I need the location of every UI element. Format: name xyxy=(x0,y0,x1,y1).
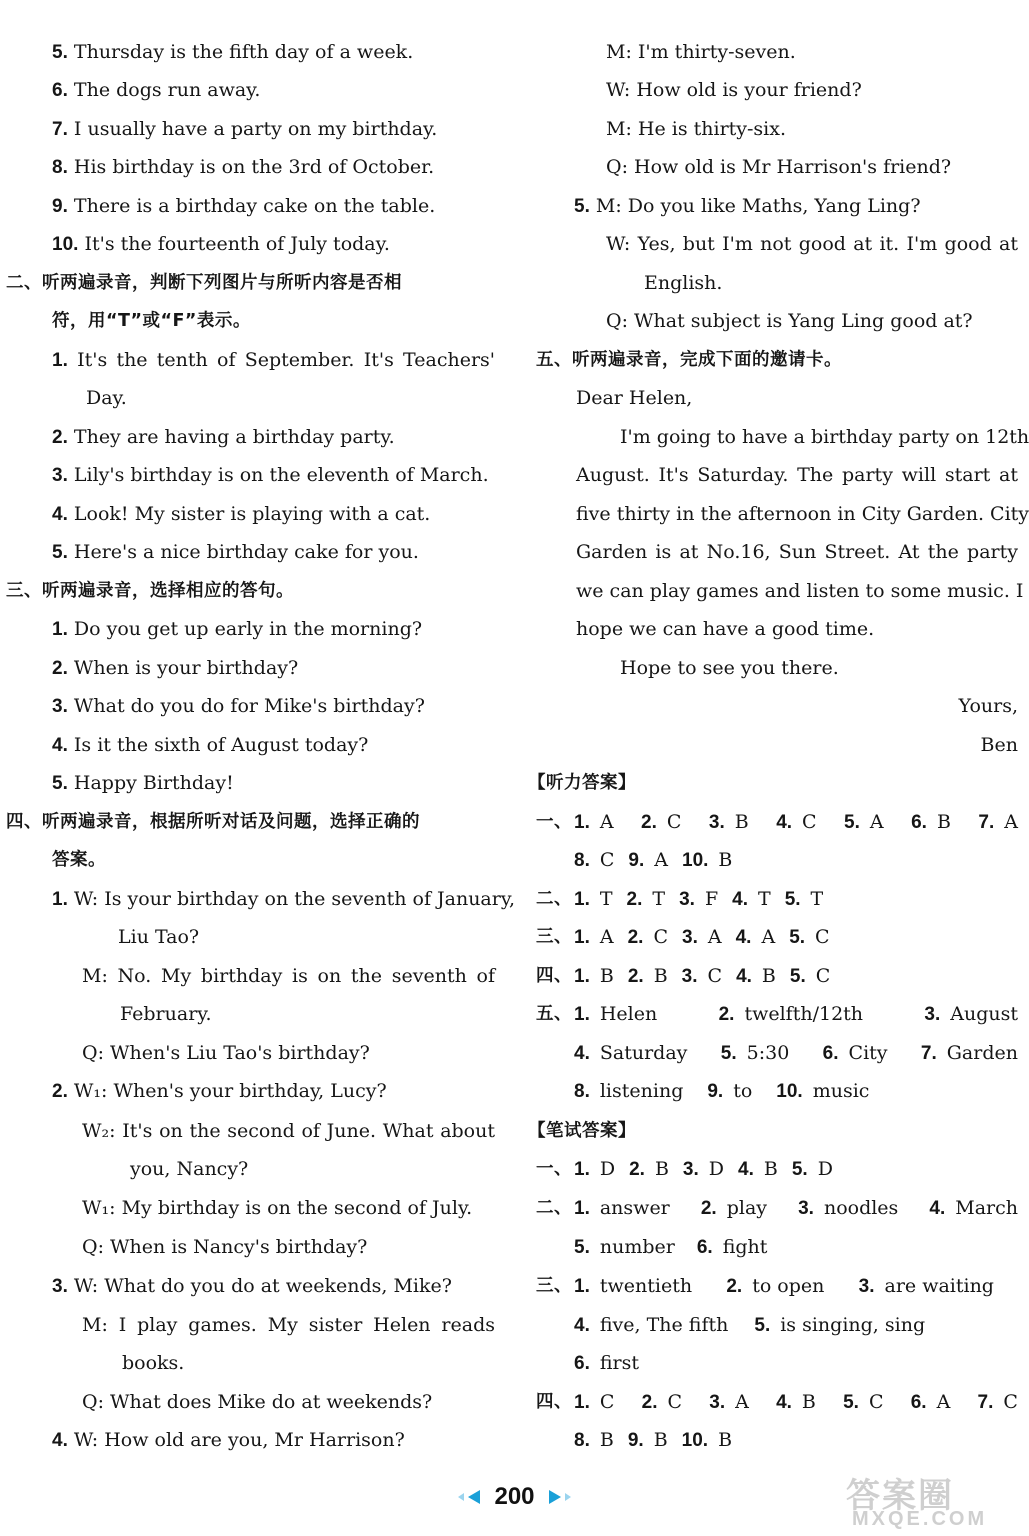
answer-item xyxy=(823,1034,888,1072)
answer-item xyxy=(574,995,657,1033)
answer-value: Saturday xyxy=(599,1042,688,1064)
answer-value: B xyxy=(718,1429,733,1451)
letter-line: we can play games and listen to some music. I xyxy=(576,580,1024,602)
answer-item xyxy=(642,1383,682,1421)
answer-number: 6. xyxy=(574,1353,590,1374)
answer-item xyxy=(911,803,951,841)
dialogue-line: 4. W: How old are you, Mr Harrison? xyxy=(52,1429,405,1451)
answer-value: A xyxy=(599,811,614,833)
answer-item xyxy=(574,1306,728,1344)
answer-number: 6. xyxy=(696,1237,713,1258)
dialogue-line: you, Nancy? xyxy=(130,1158,249,1180)
answer-number: 2. xyxy=(641,1392,658,1413)
answer-number: 5. xyxy=(791,1159,808,1180)
answer-value: A xyxy=(654,849,668,871)
answer-number: 1. xyxy=(574,927,590,948)
answer-value: B xyxy=(718,849,733,871)
answer-value: C xyxy=(1003,1391,1018,1413)
answer-value: A xyxy=(1004,811,1018,833)
answer-number: 5. xyxy=(843,1392,859,1413)
answer-number: 3. xyxy=(858,1276,875,1297)
answer-value: A xyxy=(707,926,722,948)
letter-line: Hope to see you there. xyxy=(620,657,839,679)
letter-signature: Ben xyxy=(980,734,1018,756)
list-item: 2. They are having a birthday party. xyxy=(52,426,395,448)
list-item-cont: Day. xyxy=(86,387,127,409)
answer-number: 3. xyxy=(798,1198,814,1219)
right-dot-icon xyxy=(565,1493,571,1501)
answer-value: B xyxy=(763,1158,778,1180)
list-item: 10. It's the fourteenth of July today. xyxy=(52,233,390,255)
answer-item xyxy=(738,1150,778,1188)
answer-value: D xyxy=(708,1158,725,1180)
answer-number: 6. xyxy=(910,1392,927,1413)
dialogue-line: W: How old is your friend? xyxy=(606,79,862,101)
answer-number: 7. xyxy=(920,1043,937,1064)
answer-value: A xyxy=(599,926,614,948)
answer-number: 1. xyxy=(574,1392,590,1413)
answer-item xyxy=(732,880,771,918)
dialogue-line: M: No. My birthday is on the seventh of xyxy=(82,965,495,987)
answer-value: B xyxy=(599,1429,614,1451)
answer-row xyxy=(574,1228,767,1266)
answer-value: C xyxy=(599,849,615,871)
answer-row-label: 一、 xyxy=(536,1159,572,1179)
answer-item xyxy=(978,1383,1018,1421)
letter-line: Garden is at No.16, Sun Street. At the party xyxy=(576,541,1018,563)
watermark-cn: 答案圈 xyxy=(846,1476,954,1516)
letter-line: five thirty in the afternoon in City Garden. City xyxy=(576,503,1029,525)
answer-number: 4. xyxy=(574,1043,590,1064)
answer-item xyxy=(736,957,776,995)
dialogue-line: English. xyxy=(644,272,723,294)
list-item: 3. Lily's birthday is on the eleventh of March. xyxy=(52,464,489,486)
answer-item xyxy=(679,880,718,918)
answer-item xyxy=(574,1034,687,1072)
page-number: 200 xyxy=(494,1483,535,1510)
answer-item xyxy=(921,1034,1018,1072)
dialogue-question: Q: When's Liu Tao's birthday? xyxy=(82,1042,370,1064)
answer-value: 5:30 xyxy=(746,1042,790,1064)
answer-value: first xyxy=(599,1352,640,1374)
letter-line: hope we can have a good time. xyxy=(576,618,875,640)
answer-number: 5. xyxy=(844,812,860,833)
dialogue-line: books. xyxy=(122,1352,185,1374)
list-item: 1. Do you get up early in the morning? xyxy=(52,618,423,640)
answer-number: 4. xyxy=(776,812,793,833)
answer-row xyxy=(574,957,830,995)
list-item: 9. There is a birthday cake on the table. xyxy=(52,195,436,217)
answer-item xyxy=(754,1306,925,1344)
answer-value: twentieth xyxy=(599,1275,693,1297)
dialogue-question: Q: What does Mike do at weekends? xyxy=(82,1391,433,1413)
answer-item xyxy=(789,918,829,956)
answer-value: B xyxy=(654,1158,669,1180)
answer-value: C xyxy=(653,926,668,948)
list-item: 5. Happy Birthday! xyxy=(52,772,234,794)
list-item: 4. Is it the sixth of August today? xyxy=(52,734,369,756)
answer-number: 2. xyxy=(718,1004,735,1025)
answer-number: 2. xyxy=(627,966,644,987)
answer-item xyxy=(707,1072,752,1110)
answer-row-label: 一、 xyxy=(536,812,572,832)
answer-number: 7. xyxy=(977,1392,994,1413)
answer-item xyxy=(721,1034,790,1072)
answer-row xyxy=(574,803,1018,841)
answer-number: 1. xyxy=(574,1276,590,1297)
answer-item xyxy=(701,1189,767,1227)
answer-item xyxy=(641,803,681,841)
next-arrow-icon xyxy=(549,1490,561,1504)
answer-row-label: 三、 xyxy=(536,1276,572,1296)
answer-item xyxy=(629,1150,669,1188)
answer-number: 3. xyxy=(924,1004,941,1025)
list-item: 5. Here's a nice birthday cake for you. xyxy=(52,541,419,563)
answer-value: noodles xyxy=(823,1197,899,1219)
answer-value: A xyxy=(735,1391,749,1413)
answer-number: 5. xyxy=(720,1043,737,1064)
answer-section-title: 【笔试答案】 xyxy=(528,1121,636,1141)
answer-value: music xyxy=(812,1080,870,1102)
answer-item xyxy=(978,803,1018,841)
answer-number: 4. xyxy=(574,1315,590,1336)
list-item: 4. Look! My sister is playing with a cat. xyxy=(52,503,431,525)
list-item: 7. I usually have a party on my birthday. xyxy=(52,118,438,140)
answer-number: 10. xyxy=(681,1430,709,1451)
answer-value: is singing, sing xyxy=(780,1314,926,1336)
answer-number: 1. xyxy=(574,966,590,987)
watermark-en: MXQE.COM xyxy=(852,1508,988,1530)
letter-closing: Yours, xyxy=(958,695,1018,717)
answer-item xyxy=(929,1189,1018,1227)
answer-number: 9. xyxy=(627,1430,644,1451)
answer-item xyxy=(574,1072,683,1110)
answer-item xyxy=(682,1421,732,1459)
section-title: 五、听两遍录音，完成下面的邀请卡。 xyxy=(536,350,842,370)
answer-item xyxy=(574,1228,675,1266)
answer-row xyxy=(574,1383,1018,1421)
answer-value: play xyxy=(726,1197,768,1219)
answer-row-label: 二、 xyxy=(536,1198,572,1218)
answer-value: fight xyxy=(722,1236,768,1258)
letter-line: August. It's Saturday. The party will start at xyxy=(576,464,1018,486)
answer-item xyxy=(574,1267,692,1305)
answer-value: T xyxy=(758,888,771,910)
answer-item xyxy=(628,957,668,995)
answer-number: 3. xyxy=(682,1159,699,1180)
answer-item xyxy=(776,1383,816,1421)
answer-row xyxy=(574,1267,994,1305)
answer-item xyxy=(627,880,666,918)
answer-item xyxy=(709,803,749,841)
answer-number: 2. xyxy=(627,927,644,948)
answer-item xyxy=(697,1228,768,1266)
answer-value: listening xyxy=(599,1080,684,1102)
answer-value: B xyxy=(761,965,776,987)
answer-value: March xyxy=(955,1197,1018,1219)
answer-number: 1. xyxy=(574,812,590,833)
dialogue-question: Q: When is Nancy's birthday? xyxy=(82,1236,368,1258)
answer-section-title: 【听力答案】 xyxy=(528,773,636,793)
answer-number: 5. xyxy=(754,1315,771,1336)
answer-value: T xyxy=(810,888,824,910)
prev-arrow-icon xyxy=(468,1490,480,1504)
answer-number: 1. xyxy=(574,1198,590,1219)
list-item: 3. What do you do for Mike's birthday? xyxy=(52,695,425,717)
section-title: 三、听两遍录音，选择相应的答句。 xyxy=(6,581,294,601)
answer-number: 1. xyxy=(574,889,590,910)
dialogue-line: Liu Tao? xyxy=(118,926,200,948)
answer-value: five, The fifth xyxy=(599,1314,729,1336)
answer-item xyxy=(574,1344,639,1382)
dialogue-line: W₂: It's on the second of June. What about xyxy=(82,1120,495,1142)
answer-number: 4. xyxy=(736,966,752,987)
answer-item xyxy=(776,1072,869,1110)
answer-value: Helen xyxy=(599,1003,658,1025)
dialogue-line: M: I'm thirty-seven. xyxy=(606,41,796,63)
answer-value: C xyxy=(868,1391,884,1413)
dialogue-line: 3. W: What do you do at weekends, Mike? xyxy=(52,1275,452,1297)
answer-value: F xyxy=(704,888,719,910)
answer-number: 5. xyxy=(789,927,806,948)
answer-row-label: 四、 xyxy=(536,1392,572,1412)
answer-number: 8. xyxy=(574,1430,590,1451)
answer-row xyxy=(574,1421,732,1459)
answer-number: 3. xyxy=(679,889,695,910)
dialogue-question: Q: What subject is Yang Ling good at? xyxy=(606,310,973,332)
answer-item xyxy=(628,1421,668,1459)
answer-value: A xyxy=(761,926,776,948)
answer-row xyxy=(574,995,1018,1033)
answer-item xyxy=(709,1383,749,1421)
answer-item xyxy=(628,918,668,956)
answer-item xyxy=(574,1421,614,1459)
left-dot-icon xyxy=(458,1493,464,1501)
answer-row xyxy=(574,1150,833,1188)
answer-item xyxy=(574,1383,614,1421)
answer-number: 2. xyxy=(700,1198,717,1219)
dialogue-line: W: Yes, but I'm not good at it. I'm good at xyxy=(606,233,1018,255)
answer-value: C xyxy=(666,811,682,833)
section-title-cont: 答案。 xyxy=(52,850,106,870)
list-item: 8. His birthday is on the 3rd of October. xyxy=(52,156,435,178)
dialogue-line: M: I play games. My sister Helen reads xyxy=(82,1314,495,1336)
answer-number: 2. xyxy=(641,812,657,833)
dialogue-line: W₁: My birthday is on the second of July. xyxy=(82,1197,473,1219)
answer-number: 4. xyxy=(929,1198,946,1219)
letter-greeting: Dear Helen, xyxy=(576,387,693,409)
answer-value: B xyxy=(599,965,614,987)
list-item: 6. The dogs run away. xyxy=(52,79,261,101)
answer-value: to open xyxy=(752,1275,825,1297)
answer-item xyxy=(574,880,613,918)
answer-item xyxy=(726,1267,824,1305)
answer-number: 4. xyxy=(776,1392,792,1413)
answer-number: 2. xyxy=(629,1159,645,1180)
answer-item xyxy=(574,803,614,841)
dialogue-line: 5. M: Do you like Maths, Yang Ling? xyxy=(574,195,921,217)
answer-item xyxy=(844,803,884,841)
answer-row xyxy=(574,1072,869,1110)
answer-row xyxy=(574,880,823,918)
answer-number: 8. xyxy=(574,850,590,871)
answer-value: D xyxy=(817,1158,833,1180)
dialogue-line: M: He is thirty-six. xyxy=(606,118,787,140)
section-title: 四、听两遍录音，根据所听对话及问题，选择正确的 xyxy=(6,812,420,832)
answer-item xyxy=(574,918,614,956)
answer-number: 4. xyxy=(738,1159,754,1180)
answer-row-label: 五、 xyxy=(536,1004,572,1024)
answer-item xyxy=(628,841,668,879)
answer-number: 4. xyxy=(732,889,748,910)
answer-number: 6. xyxy=(911,812,927,833)
answer-number: 8. xyxy=(574,1081,590,1102)
answer-item xyxy=(785,880,824,918)
section-title: 二、听两遍录音，判断下列图片与所听内容是否相 xyxy=(6,273,402,293)
answer-row-label: 三、 xyxy=(536,927,572,947)
answer-item xyxy=(790,957,830,995)
answer-number: 3. xyxy=(708,812,725,833)
answer-value: B xyxy=(801,1391,816,1413)
answer-row-label: 四、 xyxy=(536,966,572,986)
answer-value: T xyxy=(599,888,613,910)
answer-number: 5. xyxy=(789,966,806,987)
answer-item xyxy=(792,1150,833,1188)
answer-value: answer xyxy=(599,1197,670,1219)
answer-value: number xyxy=(599,1236,675,1258)
answer-item xyxy=(574,1189,670,1227)
answer-value: B xyxy=(653,965,668,987)
answer-number: 10. xyxy=(682,850,709,871)
list-item: 1. It's the tenth of September. It's Teachers' xyxy=(52,349,495,371)
answer-number: 1. xyxy=(574,1004,590,1025)
answer-value: twelfth/12th xyxy=(744,1003,864,1025)
answer-value: Garden xyxy=(946,1042,1018,1064)
answer-item xyxy=(776,803,816,841)
answer-row xyxy=(574,1189,1018,1227)
answer-item xyxy=(719,995,863,1033)
answer-item xyxy=(683,1150,724,1188)
answer-number: 1. xyxy=(574,1159,590,1180)
answer-value: T xyxy=(652,888,666,910)
answer-number: 3. xyxy=(681,966,698,987)
answer-value: A xyxy=(936,1391,951,1413)
answer-item xyxy=(682,918,722,956)
answer-value: D xyxy=(599,1158,616,1180)
letter-line: I'm going to have a birthday party on 12th xyxy=(620,426,1029,448)
answer-item xyxy=(682,957,722,995)
answer-value: A xyxy=(869,811,884,833)
answer-row xyxy=(574,918,830,956)
answer-row-label: 二、 xyxy=(536,889,572,909)
answer-item xyxy=(574,957,614,995)
answer-number: 3. xyxy=(709,1392,726,1413)
answer-number: 5. xyxy=(784,889,801,910)
answer-item xyxy=(924,995,1018,1033)
answer-item xyxy=(859,1267,994,1305)
dialogue-question: Q: How old is Mr Harrison's friend? xyxy=(606,156,952,178)
answer-value: C xyxy=(707,965,723,987)
answer-row xyxy=(574,1344,639,1382)
answer-value: are waiting xyxy=(884,1275,994,1297)
answer-value: B xyxy=(653,1429,668,1451)
answer-number: 9. xyxy=(628,850,645,871)
dialogue-line: 1. W: Is your birthday on the seventh of January, xyxy=(52,888,516,910)
answer-value: August xyxy=(950,1003,1018,1025)
answer-item xyxy=(798,1189,898,1227)
list-item: 5. Thursday is the fifth day of a week. xyxy=(52,41,414,63)
answer-number: 4. xyxy=(735,927,752,948)
answer-number: 10. xyxy=(776,1081,803,1102)
answer-number: 5. xyxy=(574,1237,590,1258)
answer-item xyxy=(574,841,614,879)
answer-item xyxy=(682,841,732,879)
answer-value: C xyxy=(667,1391,683,1413)
answer-value: C xyxy=(802,811,817,833)
dialogue-line: 2. W₁: When's your birthday, Lucy? xyxy=(52,1080,387,1102)
answer-item xyxy=(843,1383,883,1421)
answer-value: C xyxy=(599,1391,615,1413)
answer-value: to xyxy=(733,1080,753,1102)
answer-number: 6. xyxy=(822,1043,839,1064)
answer-number: 2. xyxy=(626,889,643,910)
answer-number: 2. xyxy=(726,1276,743,1297)
answer-value: C xyxy=(815,926,830,948)
answer-item xyxy=(736,918,776,956)
answer-value: C xyxy=(815,965,831,987)
section-title-cont: 符，用“T”或“F”表示。 xyxy=(52,311,251,331)
answer-value: B xyxy=(734,811,749,833)
answer-item xyxy=(574,1150,615,1188)
answer-row xyxy=(574,1306,925,1344)
answer-item xyxy=(911,1383,951,1421)
answer-number: 3. xyxy=(682,927,698,948)
answer-value: B xyxy=(936,811,951,833)
watermark-logo xyxy=(840,1468,1025,1534)
answer-row xyxy=(574,841,732,879)
answer-row xyxy=(574,1034,1018,1072)
answer-number: 9. xyxy=(707,1081,724,1102)
answer-number: 7. xyxy=(978,812,995,833)
dialogue-line: February. xyxy=(120,1003,212,1025)
list-item: 2. When is your birthday? xyxy=(52,657,299,679)
answer-value: City xyxy=(848,1042,888,1064)
